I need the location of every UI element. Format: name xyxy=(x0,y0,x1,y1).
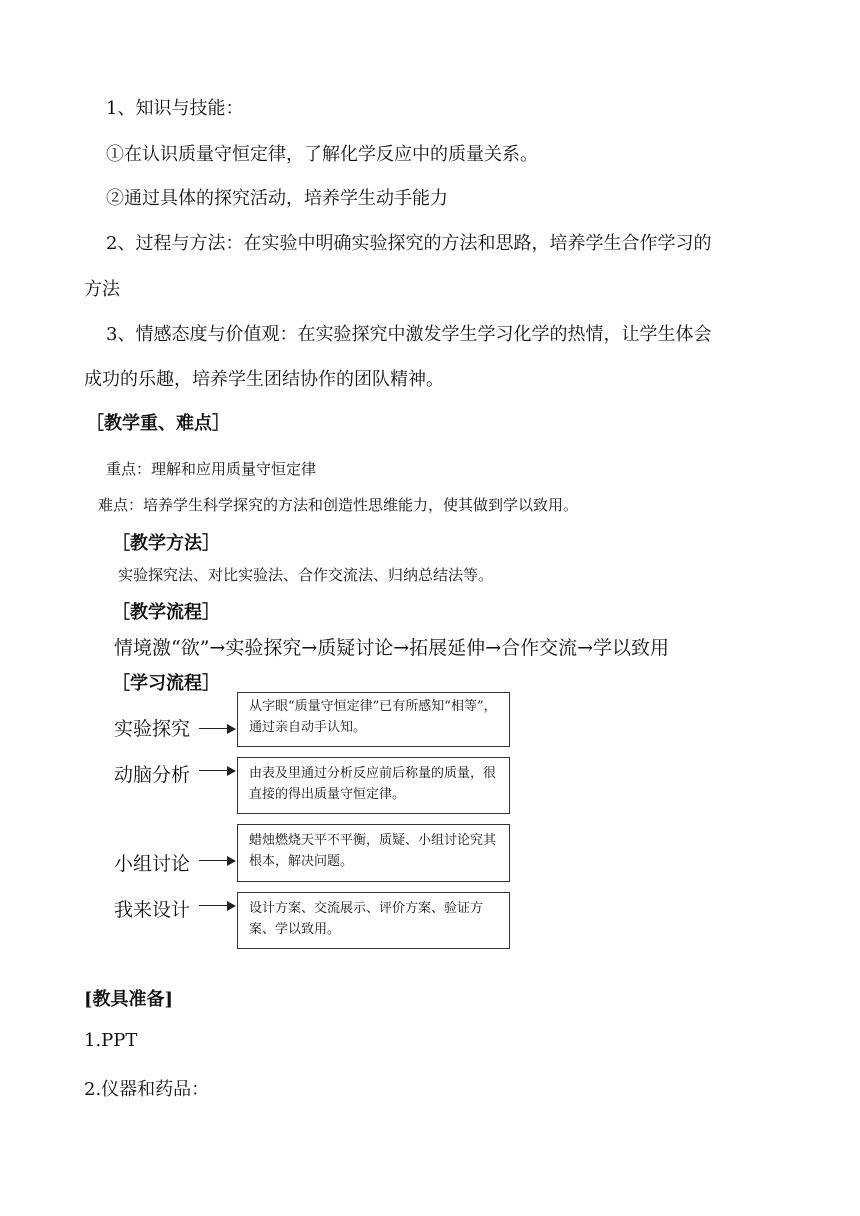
learning-step-description: 蜡烛燃烧天平不平衡，质疑、小组讨论究其根本，解决问题。 xyxy=(237,824,510,882)
learning-step-label: 小组讨论 xyxy=(114,853,191,875)
arrow-icon xyxy=(199,854,236,868)
equipment-item-1: 1.PPT xyxy=(84,1030,138,1051)
key-points-heading: ［教学重、难点］ xyxy=(86,413,230,434)
emotion-line-2: 成功的乐趣，培养学生团结协作的团队精神。 xyxy=(84,369,444,390)
arrow-icon xyxy=(199,764,236,778)
methods-heading: ［教学方法］ xyxy=(112,533,220,554)
arrow-icon xyxy=(199,722,236,736)
knowledge-item-1: ①在认识质量守恒定律，了解化学反应中的质量关系。 xyxy=(106,144,538,165)
process-line-1: 2、过程与方法：在实验中明确实验探究的方法和思路，培养学生合作学习的 xyxy=(106,233,712,254)
key-point: 重点：理解和应用质量守恒定律 xyxy=(106,460,317,478)
methods-text: 实验探究法、对比实验法、合作交流法、归纳总结法等。 xyxy=(118,566,494,584)
learning-step-label: 实验探究 xyxy=(114,718,191,740)
learning-step-label: 动脑分析 xyxy=(114,764,191,786)
learning-flow-heading: ［学习流程］ xyxy=(112,673,220,694)
learning-step-label: 我来设计 xyxy=(114,899,191,921)
emotion-line-1: 3、情感态度与价值观：在实验探究中激发学生学习化学的热情，让学生体会 xyxy=(106,324,712,345)
process-line-2: 方法 xyxy=(84,279,120,300)
equipment-heading: [教具准备] xyxy=(84,989,174,1010)
learning-step-description: 设计方案、交流展示、评价方案、验证方案、学以致用。 xyxy=(237,892,510,949)
teaching-flow-heading: ［教学流程］ xyxy=(112,602,220,623)
equipment-item-2: 2.仪器和药品： xyxy=(84,1079,210,1100)
learning-step-description: 由表及里通过分析反应前后称量的质量，很直接的得出质量守恒定律。 xyxy=(237,757,510,814)
learning-step-description: 从字眼“质量守恒定律”已有所感知“相等”，通过亲自动手认知。 xyxy=(237,692,510,747)
arrow-icon xyxy=(199,899,236,913)
knowledge-heading: 1、知识与技能： xyxy=(106,98,244,119)
difficult-point: 难点：培养学生科学探究的方法和创造性思维能力，使其做到学以致用。 xyxy=(98,496,579,514)
teaching-flow-text: 情境激“欲”→实验探究→质疑讨论→拓展延伸→合作交流→学以致用 xyxy=(114,637,670,659)
knowledge-item-2: ②通过具体的探究活动，培养学生动手能力 xyxy=(106,188,448,209)
